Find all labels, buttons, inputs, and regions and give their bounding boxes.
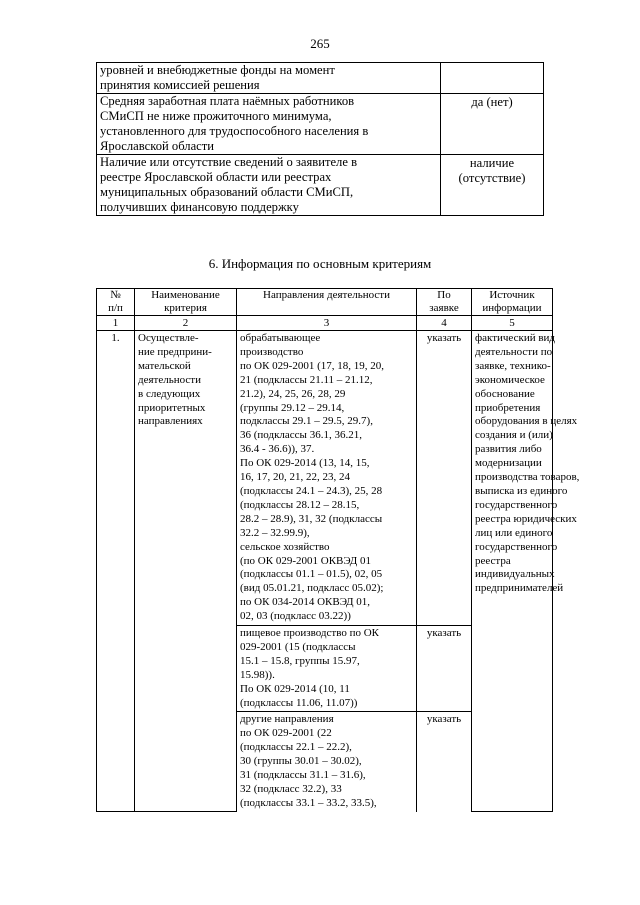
column-number: 4 [417,316,472,331]
text-line: По ОК 029-2014 (10, 11 [240,682,350,695]
text-line: заявке, технико- [475,359,551,372]
text-line: СМиСП не ниже прожиточного минимума, [100,109,332,123]
column-number: 3 [237,316,417,331]
text-line: 029-2001 (15 (подклассы [240,640,356,653]
text-line: По [437,289,451,301]
text-line: установленного для трудоспособного населения в [100,124,369,138]
text-line: (подклассы 01.1 – 01.5), 02, 05 [240,568,383,581]
text-line: информации [482,302,542,314]
header-num [97,289,135,316]
text-line: индивидуальных [475,568,555,581]
text-line: 36.4 - 36.6)), 37. [240,443,315,456]
text-line: 02, 03 (подкласс 03.22)) [240,610,351,623]
criterion-cell [97,63,441,94]
text-line: № [110,289,121,301]
header-name [135,289,237,316]
criterion-cell [97,155,441,216]
text-line: (подклассы 24.1 – 24.3), 25, 28 [240,484,383,497]
text-line: (группы 29.12 – 29.14, [240,401,345,414]
table-row [97,63,544,94]
text-line: 28.2 – 28.9), 31, 32 (подклассы [240,512,383,525]
text-line: мательской [138,359,191,372]
application-cell: указать [417,331,472,626]
value-cell: наличие (отсутствие) [441,155,544,216]
text-line: (вид 05.01.21, подкласс 05.02); [240,582,384,595]
text-line: п/п [108,302,123,314]
text-line: деятельности [138,373,201,386]
text-line: деятельности по [475,345,553,358]
text-line: 32 (подкласс 32.2), 33 [240,783,342,795]
header-application [417,289,472,316]
text-line: Направления деятельности [263,289,390,301]
text-line: Средняя заработная плата наёмных работников [100,94,355,108]
header-source [472,289,553,316]
table-row [97,94,544,155]
text-line: 31 (подклассы 31.1 – 31.6), [240,769,366,782]
eligibility-criteria-table [96,62,544,216]
row-number: 1. [97,331,135,812]
text-line: в следующих [138,387,201,400]
text-line: по ОК 029-2001 (22 [240,727,332,740]
text-line: государственного [475,540,558,553]
text-line: развития либо [475,443,542,456]
direction-cell [237,331,417,626]
text-line: подклассы 29.1 – 29.5, 29.7), [240,415,373,428]
value-cell: да (нет) [441,94,544,155]
text-line: Наименование [151,289,220,301]
text-line: 15.98)). [240,668,275,681]
application-cell: указать [417,626,472,712]
criterion-cell [97,94,441,155]
text-line: (подклассы 28.12 – 28.15, [240,498,360,511]
text-line: 32.2 – 32.99.9), [240,526,310,539]
text-line: направлениях [138,415,203,428]
text-line: модернизации [475,457,542,470]
text-line: предпринимателей [475,582,564,595]
text-line: (по ОК 029-2001 ОКВЭД 01 [240,554,371,567]
text-line: сельское хозяйство [240,540,330,553]
application-cell: указать [417,712,472,812]
text-line: оборудования в целях [475,415,578,428]
column-number: 2 [135,316,237,331]
text-line: 21.2), 24, 25, 26, 28, 29 [240,387,346,400]
text-line: Наличие или отсутствие сведений о заявителе в [100,155,358,169]
section-heading: 6. Информация по основным критериям [208,256,432,271]
text-line: приобретения [475,401,541,414]
text-line: государственного [475,498,558,511]
value-cell [441,63,544,94]
text-line: реестра [475,554,511,567]
text-line: получивших финансовую поддержку [100,200,299,214]
text-line: муниципальных образований области СМиСП, [100,185,354,199]
text-line: 21 (подклассы 21.11 – 21.12, [240,373,373,386]
text-line: приоритетных [138,401,206,414]
text-line: ние предприни- [138,345,212,358]
text-line: по ОК 029-2001 (17, 18, 19, 20, [240,359,384,372]
text-line: реестра юридических [475,512,577,525]
direction-cell [237,712,417,812]
source-cell [472,331,580,812]
text-line: производства товаров, [475,471,580,484]
text-line: критерия [164,302,207,314]
direction-cell [237,626,417,712]
text-line: заявке [429,302,459,314]
text-line: Ярославской области [100,139,214,153]
text-line: реестре Ярославской области или реестрах [100,170,332,184]
text-line: обоснование [475,387,535,400]
text-line: пищевое производство по ОК [240,627,380,640]
text-line: Осуществле- [138,332,199,344]
text-line: 30 (группы 30.01 – 30.02), [240,755,362,768]
text-line: 15.1 – 15.8, группы 15.97, [240,654,360,667]
text-line: другие направления [240,713,334,726]
text-line: По ОК 029-2014 (13, 14, 15, [240,457,370,470]
text-line: создания и (или) [475,429,553,442]
text-line: экономическое [475,373,545,386]
column-number-row [97,316,553,331]
text-line: производство [240,345,304,358]
page-number: 265 [310,36,330,51]
text-line: (подклассы 22.1 – 22.2), [240,741,352,754]
table-row [97,331,553,626]
text-line: 36 (подклассы 36.1, 36.21, [240,429,362,442]
text-line: по ОК 034-2014 ОКВЭД 01, [240,596,371,609]
text-line: 16, 17, 20, 21, 22, 23, 24 [240,471,350,484]
text-line: Источник [489,289,535,301]
criterion-name-cell [135,331,237,812]
column-number: 1 [97,316,135,331]
text-line: обрабатывающее [240,332,321,344]
main-criteria-table [96,288,580,812]
text-line: выписка из единого [475,484,568,497]
table-row [97,155,544,216]
text-line: уровней и внебюджетные фонды на момент [100,63,335,77]
column-number: 5 [472,316,553,331]
text-line: принятия комиссией решения [100,78,260,92]
header-direction [237,289,417,316]
text-line: лиц или единого [475,526,553,539]
text-line: (подклассы 11.06, 11.07)) [240,696,358,709]
text-line: фактический вид [475,332,556,344]
text-line: (подклассы 33.1 – 33.2, 33.5), [240,796,377,809]
table-header-row [97,289,553,316]
